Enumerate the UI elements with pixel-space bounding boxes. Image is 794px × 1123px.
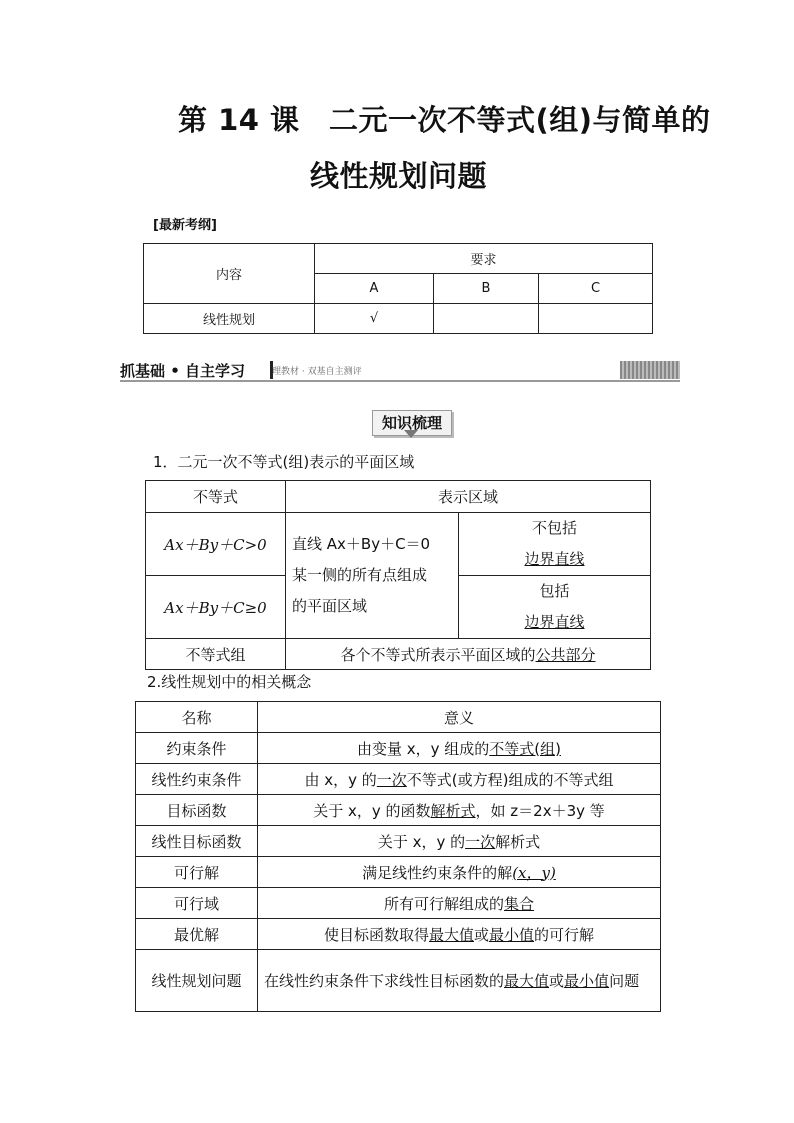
meaning-text: 使目标函数取得 [323,925,429,944]
boundary-included [459,576,651,639]
boundary-excluded-label: 不包括 [531,519,577,537]
meaning-text: 由变量 x，y 组成的 [356,739,490,758]
knowledge-heading: 知识梳理 [372,410,452,436]
key-term: 解析式 [430,801,476,820]
concept-name: 线性约束条件 [136,764,258,795]
concept-meaning [258,919,661,950]
exam-tag: [最新考纲] [153,218,217,233]
common-part-term: 公共部分 [535,645,596,664]
key-term: 一次 [465,832,496,851]
group-desc-text: 各个不等式所表示平面区域的 [340,645,536,664]
level-a: A [315,274,434,304]
syllabus-table [143,243,653,334]
triangle-down-icon [404,430,418,438]
meaning-text: 或 [549,971,565,990]
concept-name: 可行域 [136,888,258,919]
concept-meaning [258,857,661,888]
section1-title: 1．二元一次不等式(组)表示的平面区域 [153,453,415,471]
key-term: 最小值 [564,971,610,990]
region-table [145,480,651,670]
boundary-line-term: 边界直线 [524,613,585,631]
section2-title: 2.线性规划中的相关概念 [147,673,312,691]
key-term: 最大值 [504,971,550,990]
concept-meaning [258,733,661,764]
check-mark: √ [315,304,434,334]
concept-meaning [258,888,661,919]
meaning-text: 问题 [609,971,640,990]
meaning-text: 满足线性约束条件的解 [362,863,513,882]
key-term: 一次 [376,770,407,789]
boundary-line-term: 边界直线 [524,550,585,568]
empty-cell [434,304,539,334]
level-c: C [539,274,653,304]
concepts-table [135,701,661,1012]
col-header-meaning: 意义 [258,702,661,733]
concept-name: 可行解 [136,857,258,888]
banner-sub: 理教材 · 双基自主测评 [272,367,362,377]
banner-main: 抓基础 • 自主学习 [120,362,246,380]
level-b: B [434,274,539,304]
col-header-name: 名称 [136,702,258,733]
banner-decoration [620,361,680,379]
concept-name: 线性目标函数 [136,826,258,857]
region-description [286,513,459,639]
meaning-text: 关于 x，y 的函数 [313,801,431,820]
boundary-included-label: 包括 [539,582,570,600]
concept-name: 目标函数 [136,795,258,826]
key-term: 不等式(组) [489,739,561,758]
inequality-strict: Ax＋By＋C>0 [146,513,286,576]
concept-meaning [258,764,661,795]
inequality-nonstrict: Ax＋By＋C≥0 [146,576,286,639]
meaning-text: 或 [473,925,489,944]
key-term: (x，y) [512,863,556,882]
row-label: 线性规划 [144,304,315,334]
empty-cell [539,304,653,334]
content-header: 内容 [144,244,315,304]
col-header-inequality: 不等式 [146,481,286,513]
meaning-text: 的可行解 [534,925,595,944]
concept-name: 最优解 [136,919,258,950]
concept-meaning [258,795,661,826]
key-term: 最小值 [489,925,535,944]
requirement-header: 要求 [315,244,653,274]
inequality-group-label: 不等式组 [146,639,286,670]
meaning-text: 在线性约束条件下求线性目标函数的 [264,971,505,990]
concept-meaning [258,826,661,857]
page-title-line1: 第 14 课 二元一次不等式(组)与简单的 [178,103,711,137]
concept-name: 线性规划问题 [136,950,258,1012]
boundary-excluded [459,513,651,576]
region-desc-line1: 直线 Ax＋By＋C＝0 [292,535,431,553]
meaning-text: 关于 x，y 的 [377,832,466,851]
meaning-text: 所有可行解组成的 [383,894,504,913]
key-term: 集合 [504,894,535,913]
meaning-text: 由 x，y 的 [304,770,377,789]
key-term: 最大值 [428,925,474,944]
col-header-region: 表示区域 [286,481,651,513]
meaning-text: ，如 z＝2x＋3y 等 [475,801,605,820]
concept-meaning [258,950,661,1012]
meaning-text: 不等式(或方程)组成的不等式组 [406,770,614,789]
concept-name: 约束条件 [136,733,258,764]
region-desc-line3: 的平面区域 [292,597,368,615]
page-title-line2: 线性规划问题 [310,159,488,193]
region-desc-line2: 某一侧的所有点组成 [292,566,428,584]
meaning-text: 解析式 [495,832,541,851]
inequality-group-desc [286,639,651,670]
